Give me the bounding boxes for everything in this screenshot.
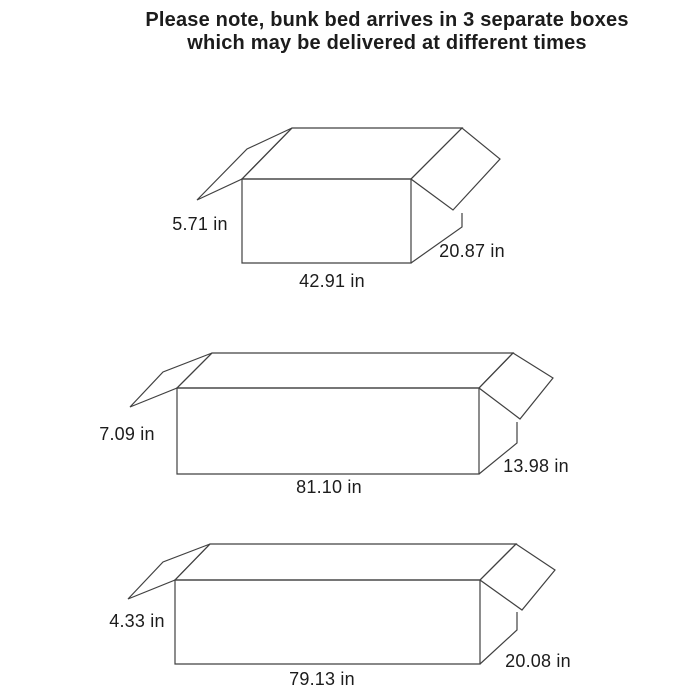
- box-1-depth-label: 20.87 in: [439, 241, 505, 261]
- notice-line-2: which may be delivered at different times: [187, 32, 587, 54]
- notice-line-1: Please note, bunk bed arrives in 3 separate boxes: [145, 9, 629, 31]
- box-1-height-label: 5.71 in: [172, 214, 228, 234]
- box-2-right-flap: [479, 353, 553, 419]
- box-1-front-face: [242, 179, 411, 263]
- box-3-depth-label: 20.08 in: [505, 651, 571, 671]
- box-2-depth-label: 13.98 in: [503, 456, 569, 476]
- box-2-length-label: 81.10 in: [296, 477, 362, 497]
- box-2-height-label: 7.09 in: [99, 424, 155, 444]
- box-2-left-flap: [130, 353, 212, 407]
- box-2-drawing: [130, 353, 553, 474]
- box-1-length-label: 42.91 in: [299, 271, 365, 291]
- box-3-left-flap: [128, 544, 210, 599]
- box-3-drawing: [128, 544, 555, 664]
- box-1-left-flap: [197, 128, 292, 200]
- box-3-right-flap: [480, 544, 555, 610]
- box-3-top-face: [175, 544, 516, 580]
- box-1-right-flap: [411, 128, 500, 210]
- box-3-front-face: [175, 580, 480, 664]
- box-2-top-face: [177, 353, 513, 388]
- box-2-front-face: [177, 388, 479, 474]
- box-3-height-label: 4.33 in: [109, 611, 165, 631]
- box-3-length-label: 79.13 in: [289, 669, 355, 689]
